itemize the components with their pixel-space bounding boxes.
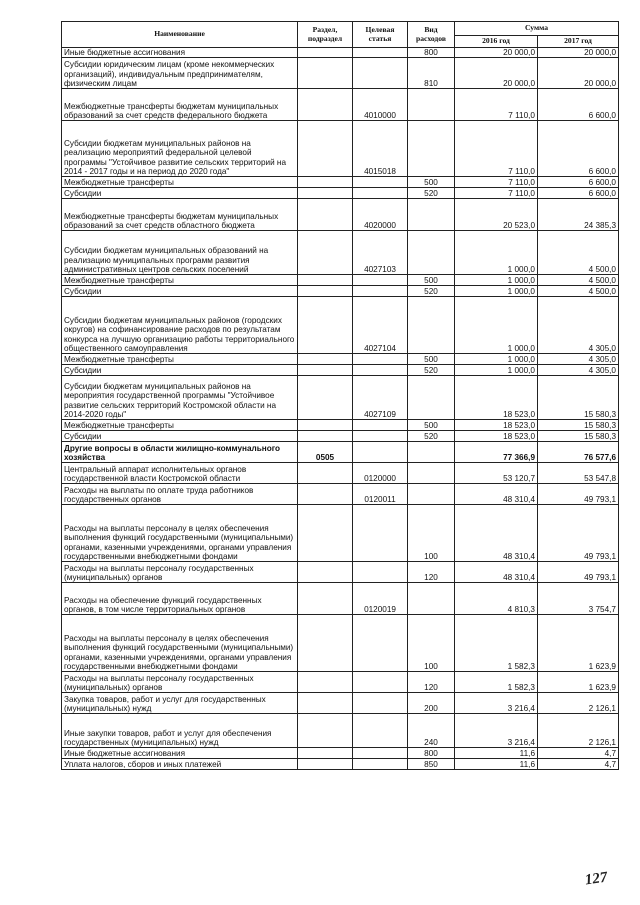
cell-name: Межбюджетные трансферты бюджетам муниципальных образований за счет средств областного бюджета xyxy=(62,199,298,231)
cell-sum-2017: 4 500,0 xyxy=(538,231,619,275)
cell-sum-2016: 1 000,0 xyxy=(455,365,538,376)
page-number: 127 xyxy=(583,869,609,889)
cell-target: 4027104 xyxy=(353,297,408,354)
cell-kind: 500 xyxy=(408,275,455,286)
cell-sum-2017: 6 600,0 xyxy=(538,188,619,199)
cell-section xyxy=(298,365,353,376)
cell-name: Расходы на выплаты персоналу государственных (муниципальных) органов xyxy=(62,672,298,693)
cell-sum-2016: 1 000,0 xyxy=(455,354,538,365)
cell-name: Межбюджетные трансферты xyxy=(62,177,298,188)
cell-sum-2016: 1 000,0 xyxy=(455,275,538,286)
header-section: Раздел, подраздел xyxy=(298,22,353,48)
table-row xyxy=(62,121,619,177)
cell-section xyxy=(298,693,353,714)
cell-name: Субсидии юридическим лицам (кроме некоммерческих организаций), индивидуальным предпринимателям, физическим лицам xyxy=(62,58,298,89)
cell-section xyxy=(298,48,353,58)
cell-sum-2017: 2 126,1 xyxy=(538,693,619,714)
cell-kind: 500 xyxy=(408,354,455,365)
cell-target xyxy=(353,505,408,562)
cell-kind: 200 xyxy=(408,693,455,714)
cell-kind: 100 xyxy=(408,615,455,672)
cell-kind: 520 xyxy=(408,365,455,376)
cell-section xyxy=(298,286,353,297)
cell-sum-2017: 49 793,1 xyxy=(538,484,619,505)
cell-name: Субсидии бюджетам муниципальных образований на реализацию муниципальных программ развития административных центров сельских поселений xyxy=(62,231,298,275)
table-row xyxy=(62,442,619,463)
cell-name: Межбюджетные трансферты xyxy=(62,354,298,365)
cell-sum-2017: 49 793,1 xyxy=(538,562,619,583)
cell-sum-2017: 20 000,0 xyxy=(538,58,619,89)
table-row xyxy=(62,365,619,376)
cell-name: Расходы на выплаты по оплате труда работников государственных органов xyxy=(62,484,298,505)
cell-kind: 520 xyxy=(408,188,455,199)
cell-sum-2017: 4 500,0 xyxy=(538,275,619,286)
cell-name: Межбюджетные трансферты xyxy=(62,420,298,431)
cell-target xyxy=(353,286,408,297)
cell-sum-2016: 7 110,0 xyxy=(455,121,538,177)
cell-name: Иные бюджетные ассигнования xyxy=(62,48,298,58)
cell-kind xyxy=(408,199,455,231)
cell-kind xyxy=(408,89,455,121)
cell-kind: 800 xyxy=(408,48,455,58)
table-row xyxy=(62,275,619,286)
cell-sum-2016: 77 366,9 xyxy=(455,442,538,463)
cell-sum-2016: 4 810,3 xyxy=(455,583,538,615)
cell-section xyxy=(298,714,353,748)
cell-section: 0505 xyxy=(298,442,353,463)
cell-sum-2016: 53 120,7 xyxy=(455,463,538,484)
cell-section xyxy=(298,484,353,505)
cell-kind: 120 xyxy=(408,562,455,583)
budget-document xyxy=(61,21,618,770)
cell-section xyxy=(298,562,353,583)
cell-sum-2016: 18 523,0 xyxy=(455,376,538,420)
cell-target: 4027109 xyxy=(353,376,408,420)
cell-name: Расходы на выплаты персоналу в целях обеспечения выполнения функций государственными (муниципальными) органами, казенными учреждениями, органами управления государственными внебюджетными фондами xyxy=(62,615,298,672)
cell-name: Субсидии xyxy=(62,431,298,442)
budget-table xyxy=(61,21,619,770)
table-row xyxy=(62,431,619,442)
cell-target xyxy=(353,431,408,442)
cell-target xyxy=(353,759,408,770)
cell-name: Уплата налогов, сборов и иных платежей xyxy=(62,759,298,770)
cell-section xyxy=(298,748,353,759)
cell-target xyxy=(353,275,408,286)
header-kind: Вид расходов xyxy=(408,22,455,48)
cell-sum-2016: 1 582,3 xyxy=(455,672,538,693)
cell-kind xyxy=(408,583,455,615)
table-row xyxy=(62,463,619,484)
cell-sum-2016: 18 523,0 xyxy=(455,431,538,442)
cell-section xyxy=(298,354,353,365)
cell-kind: 800 xyxy=(408,748,455,759)
cell-target xyxy=(353,177,408,188)
cell-sum-2016: 1 000,0 xyxy=(455,297,538,354)
cell-kind: 100 xyxy=(408,505,455,562)
table-row xyxy=(62,297,619,354)
cell-kind xyxy=(408,121,455,177)
cell-sum-2016: 48 310,4 xyxy=(455,562,538,583)
cell-section xyxy=(298,121,353,177)
cell-section xyxy=(298,463,353,484)
table-row xyxy=(62,714,619,748)
cell-target xyxy=(353,672,408,693)
cell-section xyxy=(298,431,353,442)
cell-sum-2016: 3 216,4 xyxy=(455,714,538,748)
cell-sum-2016: 7 110,0 xyxy=(455,177,538,188)
cell-kind xyxy=(408,463,455,484)
cell-target xyxy=(353,354,408,365)
table-row xyxy=(62,177,619,188)
cell-target: 0120000 xyxy=(353,463,408,484)
cell-kind xyxy=(408,231,455,275)
cell-sum-2017: 24 385,3 xyxy=(538,199,619,231)
cell-section xyxy=(298,188,353,199)
cell-target: 4027103 xyxy=(353,231,408,275)
cell-kind: 850 xyxy=(408,759,455,770)
header-year-2017: 2017 год xyxy=(538,36,619,48)
cell-name: Межбюджетные трансферты бюджетам муниципальных образований за счет средств федерального бюджета xyxy=(62,89,298,121)
cell-target: 0120019 xyxy=(353,583,408,615)
cell-sum-2017: 2 126,1 xyxy=(538,714,619,748)
table-header xyxy=(62,22,619,48)
cell-kind: 500 xyxy=(408,420,455,431)
cell-sum-2016: 1 000,0 xyxy=(455,286,538,297)
cell-target: 4010000 xyxy=(353,89,408,121)
cell-kind xyxy=(408,442,455,463)
cell-section xyxy=(298,376,353,420)
table-row xyxy=(62,562,619,583)
cell-kind: 520 xyxy=(408,431,455,442)
table-row xyxy=(62,231,619,275)
cell-sum-2016: 11,6 xyxy=(455,759,538,770)
cell-sum-2017: 4 305,0 xyxy=(538,297,619,354)
cell-section xyxy=(298,275,353,286)
cell-kind: 520 xyxy=(408,286,455,297)
cell-target: 4020000 xyxy=(353,199,408,231)
cell-section xyxy=(298,199,353,231)
cell-kind: 120 xyxy=(408,672,455,693)
cell-sum-2016: 1 582,3 xyxy=(455,615,538,672)
cell-sum-2016: 20 000,0 xyxy=(455,48,538,58)
cell-name: Центральный аппарат исполнительных органов государственной власти Костромской области xyxy=(62,463,298,484)
table-row xyxy=(62,484,619,505)
cell-name: Межбюджетные трансферты xyxy=(62,275,298,286)
cell-section xyxy=(298,231,353,275)
cell-name: Субсидии xyxy=(62,286,298,297)
table-row xyxy=(62,420,619,431)
table-row xyxy=(62,759,619,770)
cell-section xyxy=(298,177,353,188)
cell-section xyxy=(298,759,353,770)
header-target: Целевая статья xyxy=(353,22,408,48)
cell-section xyxy=(298,420,353,431)
table-row xyxy=(62,615,619,672)
table-row xyxy=(62,286,619,297)
cell-target xyxy=(353,48,408,58)
cell-sum-2017: 76 577,6 xyxy=(538,442,619,463)
table-row xyxy=(62,376,619,420)
cell-sum-2016: 20 000,0 xyxy=(455,58,538,89)
cell-section xyxy=(298,505,353,562)
cell-kind xyxy=(408,376,455,420)
cell-name: Иные закупки товаров, работ и услуг для обеспечения государственных (муниципальных) нужд xyxy=(62,714,298,748)
cell-section xyxy=(298,583,353,615)
cell-target xyxy=(353,562,408,583)
cell-sum-2017: 6 600,0 xyxy=(538,89,619,121)
cell-name: Субсидии бюджетам муниципальных районов на мероприятия государственной программы "Устойчивое развитие сельских территорий Костромской области на 2014-2020 годы" xyxy=(62,376,298,420)
table-row xyxy=(62,199,619,231)
cell-target xyxy=(353,365,408,376)
cell-sum-2017: 4,7 xyxy=(538,748,619,759)
cell-target: 0120011 xyxy=(353,484,408,505)
header-name: Наименование xyxy=(62,22,298,48)
table-row xyxy=(62,672,619,693)
cell-sum-2016: 7 110,0 xyxy=(455,89,538,121)
cell-target xyxy=(353,714,408,748)
cell-target xyxy=(353,58,408,89)
table-body xyxy=(62,48,619,770)
cell-sum-2017: 1 623,9 xyxy=(538,615,619,672)
cell-sum-2016: 48 310,4 xyxy=(455,484,538,505)
cell-sum-2017: 15 580,3 xyxy=(538,431,619,442)
cell-sum-2016: 18 523,0 xyxy=(455,420,538,431)
cell-target xyxy=(353,188,408,199)
cell-sum-2017: 6 600,0 xyxy=(538,121,619,177)
cell-section xyxy=(298,672,353,693)
cell-name: Субсидии xyxy=(62,188,298,199)
cell-sum-2016: 1 000,0 xyxy=(455,231,538,275)
cell-sum-2017: 3 754,7 xyxy=(538,583,619,615)
table-row xyxy=(62,583,619,615)
cell-name: Расходы на обеспечение функций государственных органов, в том числе территориальных органов xyxy=(62,583,298,615)
cell-name: Иные бюджетные ассигнования xyxy=(62,748,298,759)
cell-sum-2017: 20 000,0 xyxy=(538,48,619,58)
table-row xyxy=(62,48,619,58)
cell-sum-2017: 4 305,0 xyxy=(538,365,619,376)
cell-sum-2016: 7 110,0 xyxy=(455,188,538,199)
cell-section xyxy=(298,615,353,672)
cell-name: Расходы на выплаты персоналу государственных (муниципальных) органов xyxy=(62,562,298,583)
cell-target xyxy=(353,693,408,714)
cell-kind xyxy=(408,297,455,354)
cell-name: Другие вопросы в области жилищно-коммунального хозяйства xyxy=(62,442,298,463)
cell-section xyxy=(298,89,353,121)
table-row xyxy=(62,354,619,365)
cell-target xyxy=(353,420,408,431)
cell-sum-2016: 48 310,4 xyxy=(455,505,538,562)
cell-sum-2017: 6 600,0 xyxy=(538,177,619,188)
cell-sum-2016: 11,6 xyxy=(455,748,538,759)
cell-sum-2017: 1 623,9 xyxy=(538,672,619,693)
table-row xyxy=(62,748,619,759)
cell-sum-2016: 20 523,0 xyxy=(455,199,538,231)
cell-sum-2017: 15 580,3 xyxy=(538,376,619,420)
cell-name: Субсидии xyxy=(62,365,298,376)
cell-sum-2017: 4,7 xyxy=(538,759,619,770)
cell-sum-2017: 4 500,0 xyxy=(538,286,619,297)
cell-section xyxy=(298,297,353,354)
header-sum: Сумма xyxy=(455,22,619,36)
cell-sum-2017: 15 580,3 xyxy=(538,420,619,431)
cell-target xyxy=(353,442,408,463)
cell-sum-2017: 49 793,1 xyxy=(538,505,619,562)
table-row xyxy=(62,188,619,199)
cell-kind: 810 xyxy=(408,58,455,89)
cell-name: Расходы на выплаты персоналу в целях обеспечения выполнения функций государственными (муниципальными) органами, казенными учреждениями, органами управления государственными внебюджетными фондами xyxy=(62,505,298,562)
table-row xyxy=(62,505,619,562)
cell-sum-2017: 4 305,0 xyxy=(538,354,619,365)
cell-name: Закупка товаров, работ и услуг для государственных (муниципальных) нужд xyxy=(62,693,298,714)
cell-target: 4015018 xyxy=(353,121,408,177)
cell-sum-2016: 3 216,4 xyxy=(455,693,538,714)
cell-kind: 240 xyxy=(408,714,455,748)
table-row xyxy=(62,693,619,714)
table-row xyxy=(62,89,619,121)
cell-sum-2017: 53 547,8 xyxy=(538,463,619,484)
cell-section xyxy=(298,58,353,89)
table-row xyxy=(62,58,619,89)
cell-target xyxy=(353,615,408,672)
cell-kind: 500 xyxy=(408,177,455,188)
cell-kind xyxy=(408,484,455,505)
cell-name: Субсидии бюджетам муниципальных районов (городских округов) на софинансирование расходов по результатам конкурса на лучшую организацию работы территориального общественного самоуправления xyxy=(62,297,298,354)
cell-name: Субсидии бюджетам муниципальных районов на реализацию мероприятий федеральной целевой программы "Устойчивое развитие сельских территорий на 2014 - 2017 годы и на период до 2020 года" xyxy=(62,121,298,177)
header-year-2016: 2016 год xyxy=(455,36,538,48)
cell-target xyxy=(353,748,408,759)
